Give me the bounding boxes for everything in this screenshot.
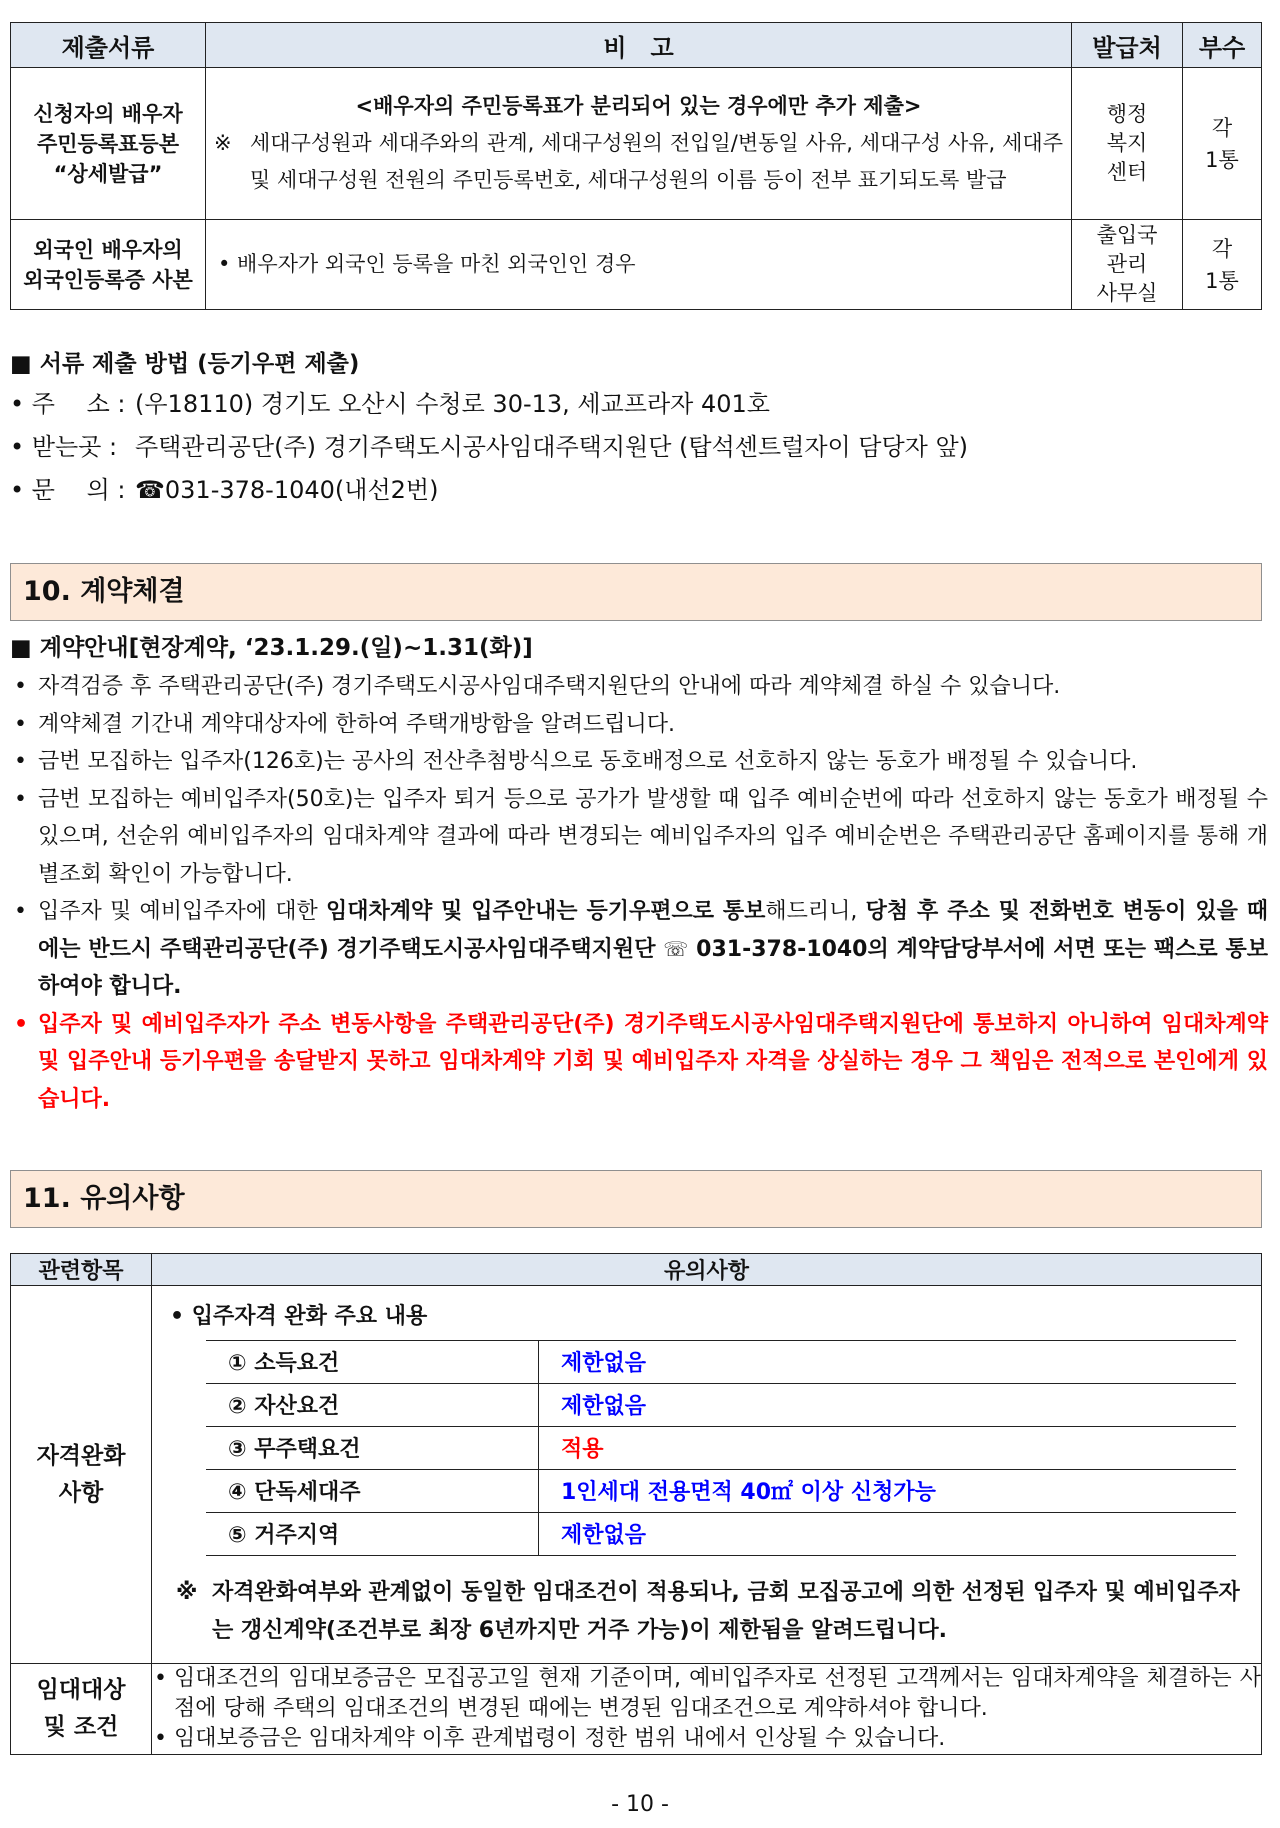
issuer-cell <box>1072 220 1183 310</box>
section-10-content <box>10 628 1268 1118</box>
submission-label: • 문 의 : <box>10 476 126 504</box>
document-name-line: 신청자의 배우자 <box>33 101 183 126</box>
requirement-value: 제한없음 <box>539 1340 1237 1383</box>
issuer-cell <box>1072 68 1183 220</box>
table-row <box>206 1469 1236 1512</box>
table-row <box>206 1383 1236 1426</box>
document-name <box>11 68 206 220</box>
text-run: 입주자 및 예비입주자에 대한 <box>38 899 326 924</box>
table-row <box>206 1512 1236 1555</box>
relaxation-note-text: 자격완화여부와 관계없이 동일한 임대조건이 적용되나, 금회 모집공고에 의한 선정된 입주자 및 예비입주자는 갱신계약(조건부로 최장 6년까지만 거주 가능)이 제한됨을 알려드립니다. <box>212 1579 1240 1643</box>
submission-value: 주택관리공단(주) 경기주택도시공사임대주택지원단 (탑석센트럴자이 담당자 앞) <box>135 433 969 461</box>
table-row <box>11 220 1262 310</box>
list-item <box>10 893 1268 1006</box>
item-cell <box>11 1664 152 1755</box>
list-item: • 임대조건의 임대보증금은 모집공고일 현재 기준이며, 예비입주자로 선정된 고객께서는 임대차계약을 체결하는 사점에 당해 주택의 임대조건의 변경된 때에는 변경된 임대조건으로 계약하셔야 합니다. <box>152 1664 1261 1724</box>
header-remarks: 비 고 <box>206 23 1072 68</box>
remarks-text: 세대구성원과 세대주와의 관계, 세대구성원의 전입일/변동일 사유, 세대구성 사유, 세대주 및 세대구성원 전원의 주민등록번호, 세대구성원의 이름 등이 전부 표기되도록 발급 <box>250 131 1063 192</box>
copies-cell <box>1183 220 1262 310</box>
documents-table <box>10 22 1262 310</box>
reference-mark: ※ <box>176 1579 198 1605</box>
issuer-line: 복지 <box>1106 131 1148 155</box>
requirement-value: 적용 <box>539 1426 1237 1469</box>
list-item-warning: • 입주자 및 예비입주자가 주소 변동사항을 주택관리공단(주) 경기주택도시공사임대주택지원단에 통보하지 아니하여 임대차계약 및 입주안내 등기우편을 송달받지 못하고 임대차계약 기회 및 예비입주자 자격을 상실하는 경우 그 책임은 전적으로 본인에게 있습니다. <box>10 1006 1268 1119</box>
list-item: • 금번 모집하는 입주자(126호)는 공사의 전산추첨방식으로 동호배정으로 선호하지 않는 동호가 배정될 수 있습니다. <box>10 743 1268 781</box>
copies-line: 각 <box>1211 115 1233 140</box>
lease-conditions <box>152 1664 1262 1755</box>
submission-heading: ■ 서류 제출 방법 (등기우편 제출) <box>10 351 360 377</box>
document-name <box>11 220 206 310</box>
reference-mark: ※ <box>214 131 232 155</box>
header-documents: 제출서류 <box>11 23 206 68</box>
item-line: 및 조건 <box>43 1714 119 1740</box>
document-remarks <box>206 68 1072 220</box>
requirement-label: ① 소득요건 <box>206 1340 539 1383</box>
requirement-label: ③ 무주택요건 <box>206 1426 539 1469</box>
submission-recipient <box>10 426 1270 469</box>
text-run-bold: 임대차계약 및 입주안내는 등기우편으로 통보 <box>325 899 766 924</box>
document-name-line: 외국인등록증 사본 <box>23 267 193 292</box>
table-row <box>206 1426 1236 1469</box>
list-item: • 임대보증금은 임대차계약 이후 관계법령이 정한 범위 내에서 인상될 수 있습니다. <box>152 1724 1261 1754</box>
relaxation-note <box>176 1574 1251 1650</box>
page-number: - 10 - <box>611 1792 669 1817</box>
phone-icon: ☏ <box>663 936 689 961</box>
document-name-line: 외국인 배우자의 <box>33 237 183 262</box>
issuer-line: 관리 <box>1106 252 1148 276</box>
requirement-value: 제한없음 <box>539 1512 1237 1555</box>
table-row <box>11 1664 1262 1755</box>
text-run-bold: 당첨 후 주소 및 전화번호 변동이 있을 때에는 반드시 주택관리공단(주) 경기주택도시공사임대주택지원단 <box>38 899 1268 962</box>
copies-line: 1통 <box>1205 268 1239 293</box>
header-notes: 유의사항 <box>152 1254 1262 1286</box>
contract-guide-heading: ■ 계약안내[현장계약, ‘23.1.29.(일)~1.31(화)] <box>10 635 533 661</box>
copies-line: 1통 <box>1205 147 1239 172</box>
header-item: 관련항목 <box>11 1254 152 1286</box>
submission-inquiry <box>10 469 1270 512</box>
contract-guide-list <box>10 668 1268 1118</box>
text-run: 해드리니, <box>765 899 866 924</box>
requirement-label: ④ 단독세대주 <box>206 1469 539 1512</box>
submission-value: ☎031-378-1040(내선2번) <box>135 476 439 504</box>
remarks-text: • 배우자가 외국인 등록을 마친 외국인인 경우 <box>218 252 636 276</box>
text-run-bold: 031-378-1040의 계약담당부서에 서면 또는 팩스로 통보하여야 합니다. <box>38 936 1268 999</box>
issuer-line: 사무실 <box>1096 281 1158 305</box>
notes-table-header <box>11 1254 1262 1286</box>
item-line: 자격완화 <box>36 1442 126 1469</box>
copies-line: 각 <box>1211 236 1233 261</box>
relaxation-table <box>206 1340 1236 1556</box>
item-line: 임대대상 <box>36 1677 126 1703</box>
document-name-line: 주민등록표등본 <box>36 131 179 156</box>
item-line: 사항 <box>58 1479 104 1506</box>
remarks-heading: <배우자의 주민등록표가 분리되어 있는 경우에만 추가 제출> <box>355 94 922 118</box>
requirement-label: ⑤ 거주지역 <box>206 1512 539 1555</box>
requirement-value: 제한없음 <box>539 1383 1237 1426</box>
relaxation-title: • 입주자격 완화 주요 내용 <box>170 1303 428 1329</box>
table-row <box>11 68 1262 220</box>
table-row <box>206 1340 1236 1383</box>
table-row <box>11 1286 1262 1664</box>
document-remarks <box>206 220 1072 310</box>
submission-address <box>10 383 1270 426</box>
notes-table <box>10 1253 1262 1755</box>
conditions-list <box>152 1664 1261 1754</box>
issuer-line: 행정 <box>1106 102 1148 126</box>
copies-cell <box>1183 68 1262 220</box>
issuer-line: 센터 <box>1106 160 1148 184</box>
submission-label: • 받는곳 : <box>10 433 118 461</box>
submission-method <box>10 345 1270 512</box>
documents-table-header <box>11 23 1262 68</box>
header-issuer: 발급처 <box>1072 23 1183 68</box>
submission-label: • 주 소 : <box>10 390 126 418</box>
requirement-label: ② 자산요건 <box>206 1383 539 1426</box>
requirement-value: 1인세대 전용면적 40㎡ 이상 신청가능 <box>539 1469 1237 1512</box>
list-item: • 계약체결 기간내 계약대상자에 한하여 주택개방함을 알려드립니다. <box>10 706 1268 744</box>
submission-value: (우18110) 경기도 오산시 수청로 30-13, 세교프라자 401호 <box>135 390 770 418</box>
list-item: • 자격검증 후 주택관리공단(주) 경기주택도시공사임대주택지원단의 안내에 따라 계약체결 하실 수 있습니다. <box>10 668 1268 706</box>
section-11-title: 11. 유의사항 <box>10 1170 1262 1228</box>
header-copies: 부수 <box>1183 23 1262 68</box>
list-item: • 금번 모집하는 예비입주자(50호)는 입주자 퇴거 등으로 공가가 발생할 때 입주 예비순번에 따라 선호하지 않는 동호가 배정될 수 있으며, 선순위 예비입주자의 임대차계약 결과에 따라 변경되는 예비입주자의 입주 예비순번은 주택관리공단 홈페이지를 통해 개별조회 확인이 가능합니다. <box>10 781 1268 894</box>
item-cell <box>11 1286 152 1664</box>
document-name-line: “상세발급” <box>53 161 163 186</box>
issuer-line: 출입국 <box>1096 223 1158 247</box>
section-10-title: 10. 계약체결 <box>10 563 1262 621</box>
eligibility-relaxation <box>152 1286 1262 1664</box>
